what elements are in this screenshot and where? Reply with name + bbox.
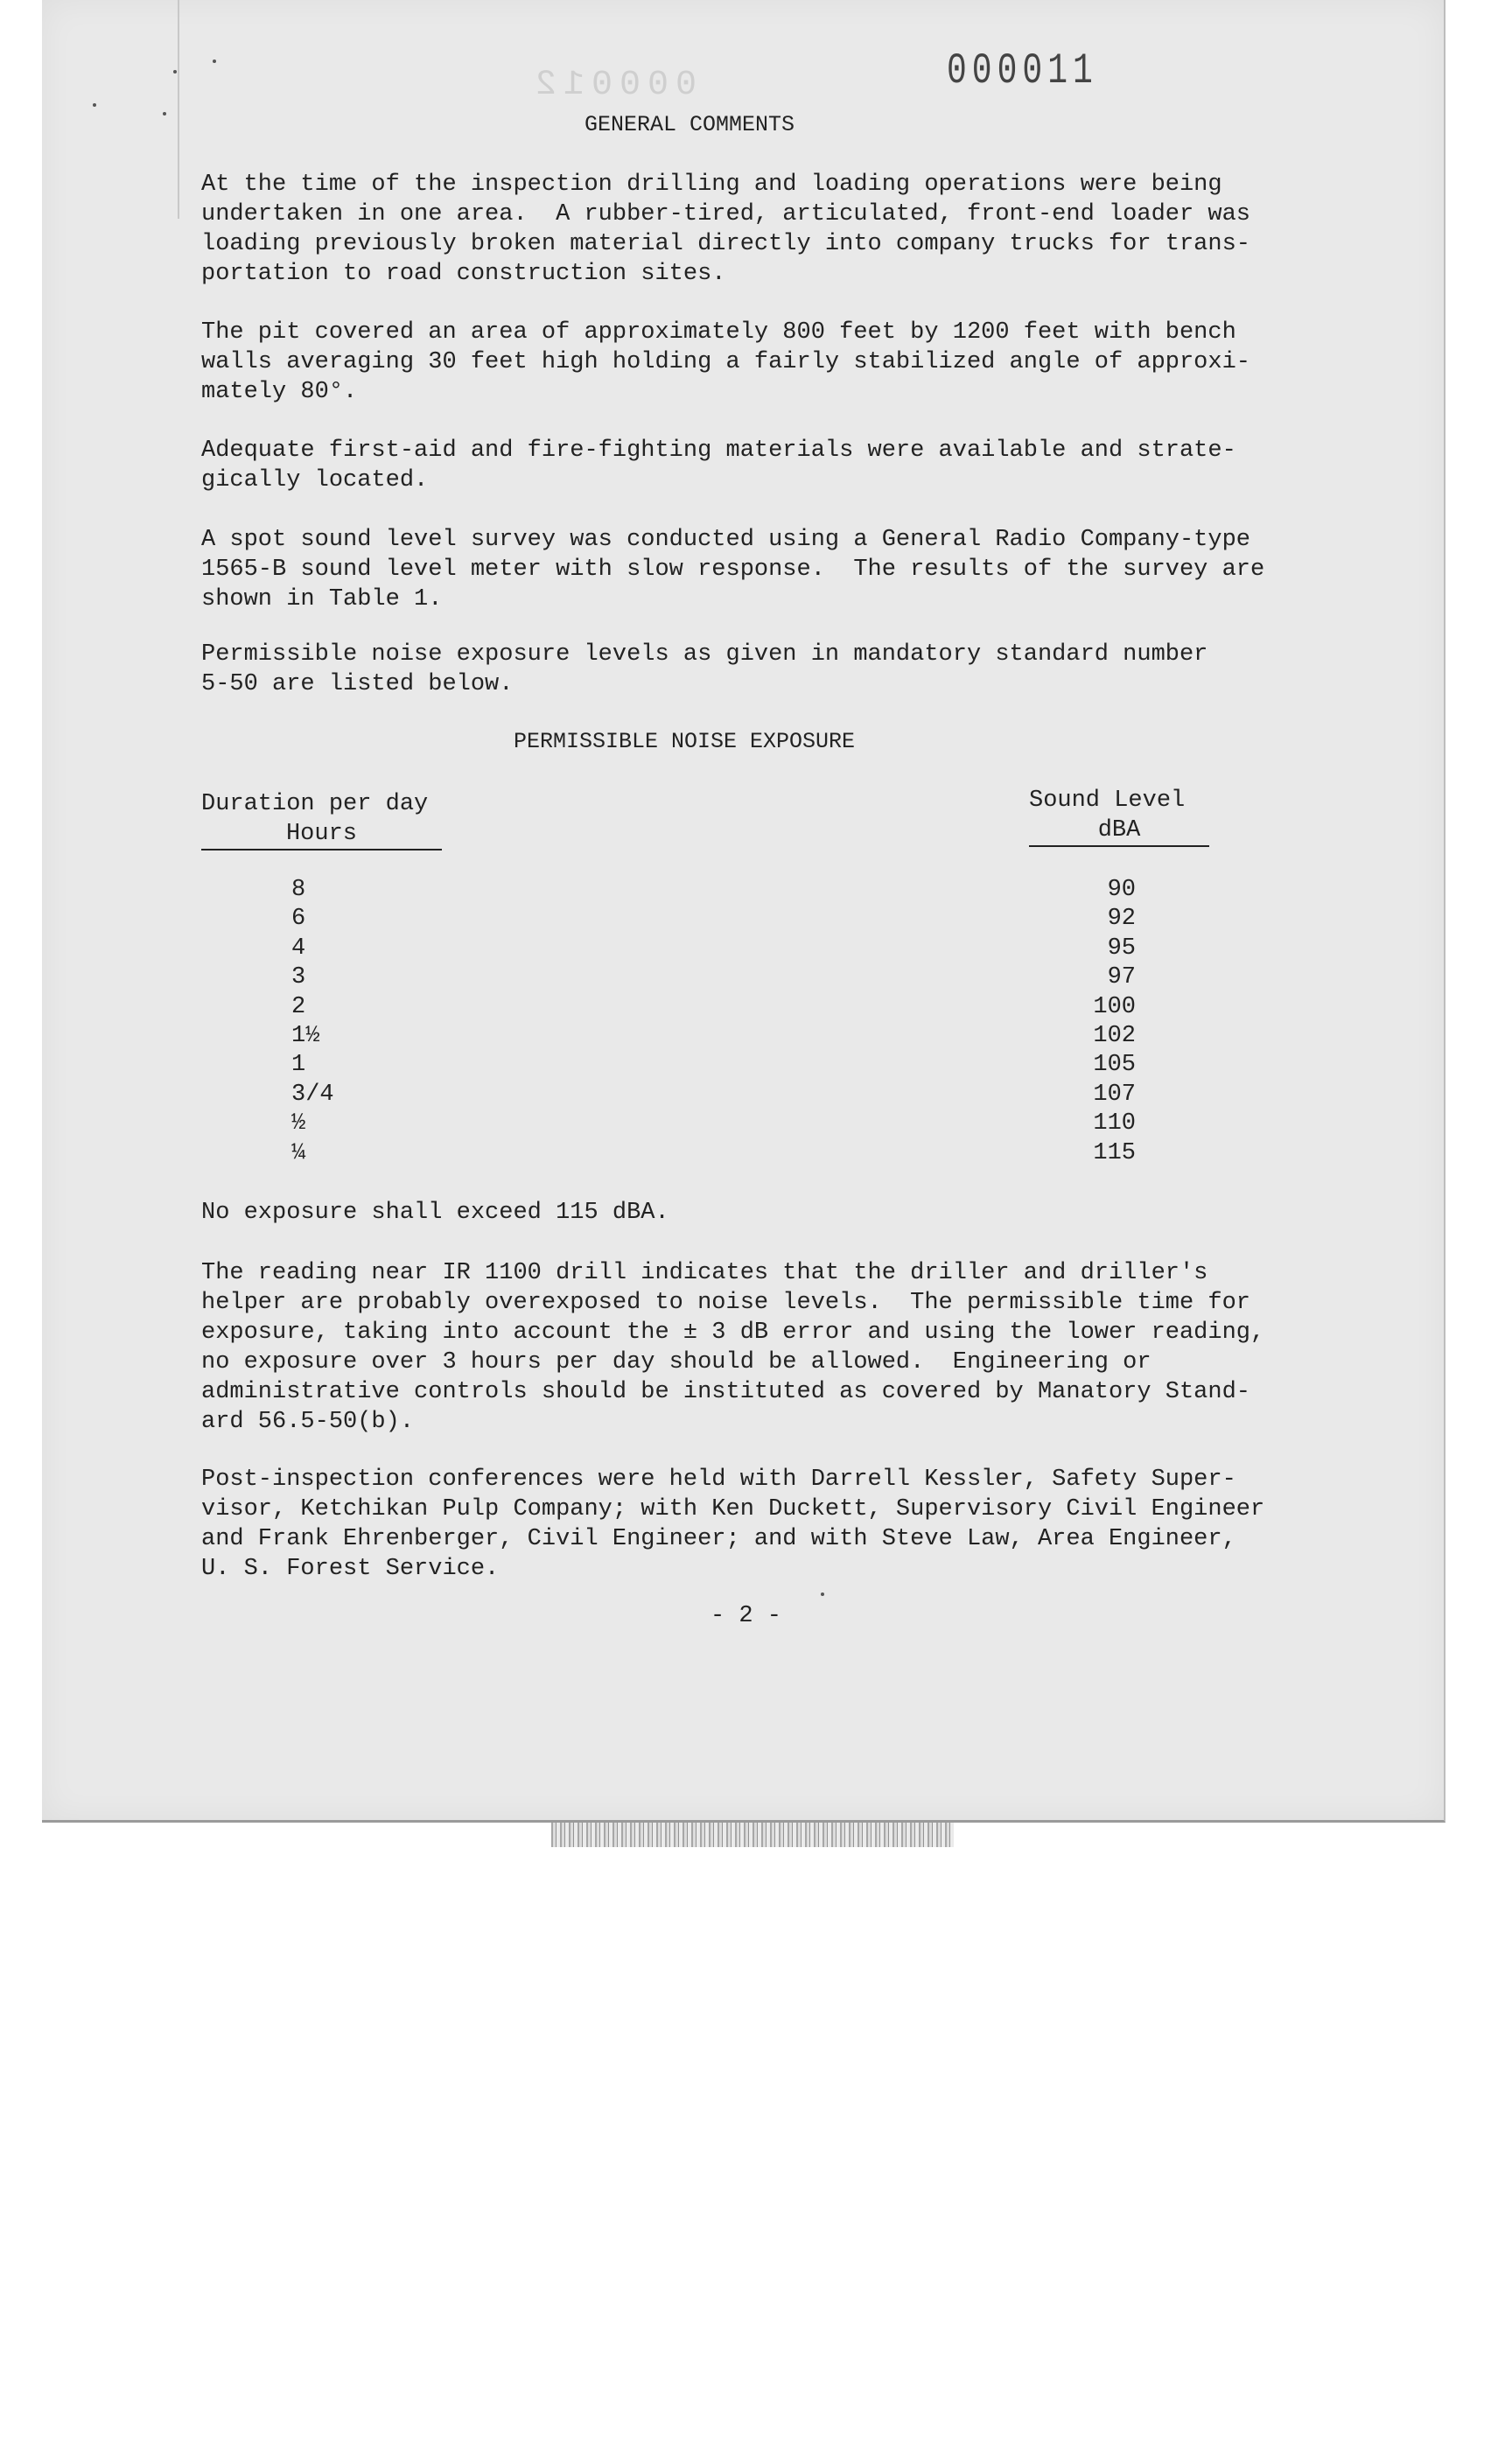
table-cell-hours: ¼ <box>291 1139 306 1166</box>
paragraph-max-exposure: No exposure shall exceed 115 dBA. <box>201 1200 669 1226</box>
dba-column <box>1066 876 1197 1168</box>
scan-speck <box>821 1592 824 1596</box>
table-cell-dba: 95 <box>1107 934 1136 962</box>
table-cell-dba: 105 <box>1093 1052 1136 1079</box>
table-cell-hours: 4 <box>291 934 306 962</box>
column-header-duration <box>201 789 442 850</box>
table-cell-dba: 102 <box>1093 1023 1136 1050</box>
scan-speck <box>173 70 177 74</box>
column-header-dba: dBA <box>1029 816 1209 847</box>
margin-rule <box>178 0 179 219</box>
scan-speck <box>163 112 166 116</box>
table-cell-dba: 100 <box>1093 993 1136 1020</box>
scan-speck <box>213 60 216 63</box>
table-title: PERMISSIBLE NOISE EXPOSURE <box>514 729 856 754</box>
table-cell-dba: 92 <box>1107 906 1136 933</box>
page-number: - 2 - <box>710 1603 782 1629</box>
table-cell-hours: 3/4 <box>291 1081 334 1108</box>
table-cell-dba: 97 <box>1107 964 1136 991</box>
table-cell-hours: 1 <box>291 1052 306 1079</box>
paragraph-drill-reading: The reading near IR 1100 drill indicates that the driller and driller's helper are probably overexposed to noise levels. The permissible time for exposure, taking into account the ± 3 dB error and using the lower reading, no exposure over 3 hours per day should be allowed. Engineering or administrative controls should be instituted as covered by Manatory Stand- ard 56.5-50(b). <box>201 1260 1265 1435</box>
table-cell-hours: ½ <box>291 1110 306 1138</box>
column-header-sound-level-line1: Sound Level <box>1029 788 1186 814</box>
document-number-stamp: 000011 <box>947 46 1098 96</box>
section-heading: GENERAL COMMENTS <box>584 112 795 137</box>
column-header-sound-level <box>1029 786 1209 847</box>
paragraph-operations: At the time of the inspection drilling and loading operations were being undertaken in one area. A rubber-tired, articulated, front-end loader was loading previously broken material directly into company trucks for trans- portation to road construction sites. <box>201 172 1250 287</box>
paragraph-noise-standard: Permissible noise exposure levels as given in mandatory standard number 5-50 are listed below. <box>201 641 1208 697</box>
table-cell-dba: 107 <box>1093 1081 1136 1108</box>
table-cell-dba: 110 <box>1093 1110 1136 1138</box>
table-cell-hours: 8 <box>291 877 306 903</box>
hours-column <box>291 876 396 1168</box>
column-header-hours: Hours <box>201 819 442 850</box>
scanner-artifact <box>551 1823 954 1847</box>
paragraph-pit-dimensions: The pit covered an area of approximately 800 feet by 1200 feet with bench walls averaging 30 feet high holding a fairly stabilized angle of approxi- mately 80°. <box>201 319 1250 405</box>
paragraph-sound-survey: A spot sound level survey was conducted using a General Radio Company-type 1565-B sound level meter with slow response. The results of the survey are shown in Table 1. <box>201 527 1265 612</box>
scan-speck <box>93 103 96 107</box>
table-cell-dba: 90 <box>1107 877 1136 903</box>
column-header-duration-line1: Duration per day <box>201 791 429 817</box>
table-cell-hours: 3 <box>291 964 306 991</box>
paragraph-first-aid: Adequate first-aid and fire-fighting materials were available and strate- gically located. <box>201 438 1236 494</box>
table-cell-hours: 2 <box>291 993 306 1020</box>
table-cell-hours: 6 <box>291 906 306 933</box>
bleed-through-stamp: 000012 <box>528 66 697 105</box>
table-cell-dba: 115 <box>1093 1139 1136 1166</box>
paragraph-conferences: Post-inspection conferences were held with Darrell Kessler, Safety Super- visor, Ketchikan Pulp Company; with Ken Duckett, Supervisory Civil Engineer and Frank Ehrenberger, Civil Engineer; and with Steve Law, Area Engineer, U. S. Forest Service. <box>201 1466 1265 1582</box>
table-cell-hours: 1½ <box>291 1023 320 1050</box>
